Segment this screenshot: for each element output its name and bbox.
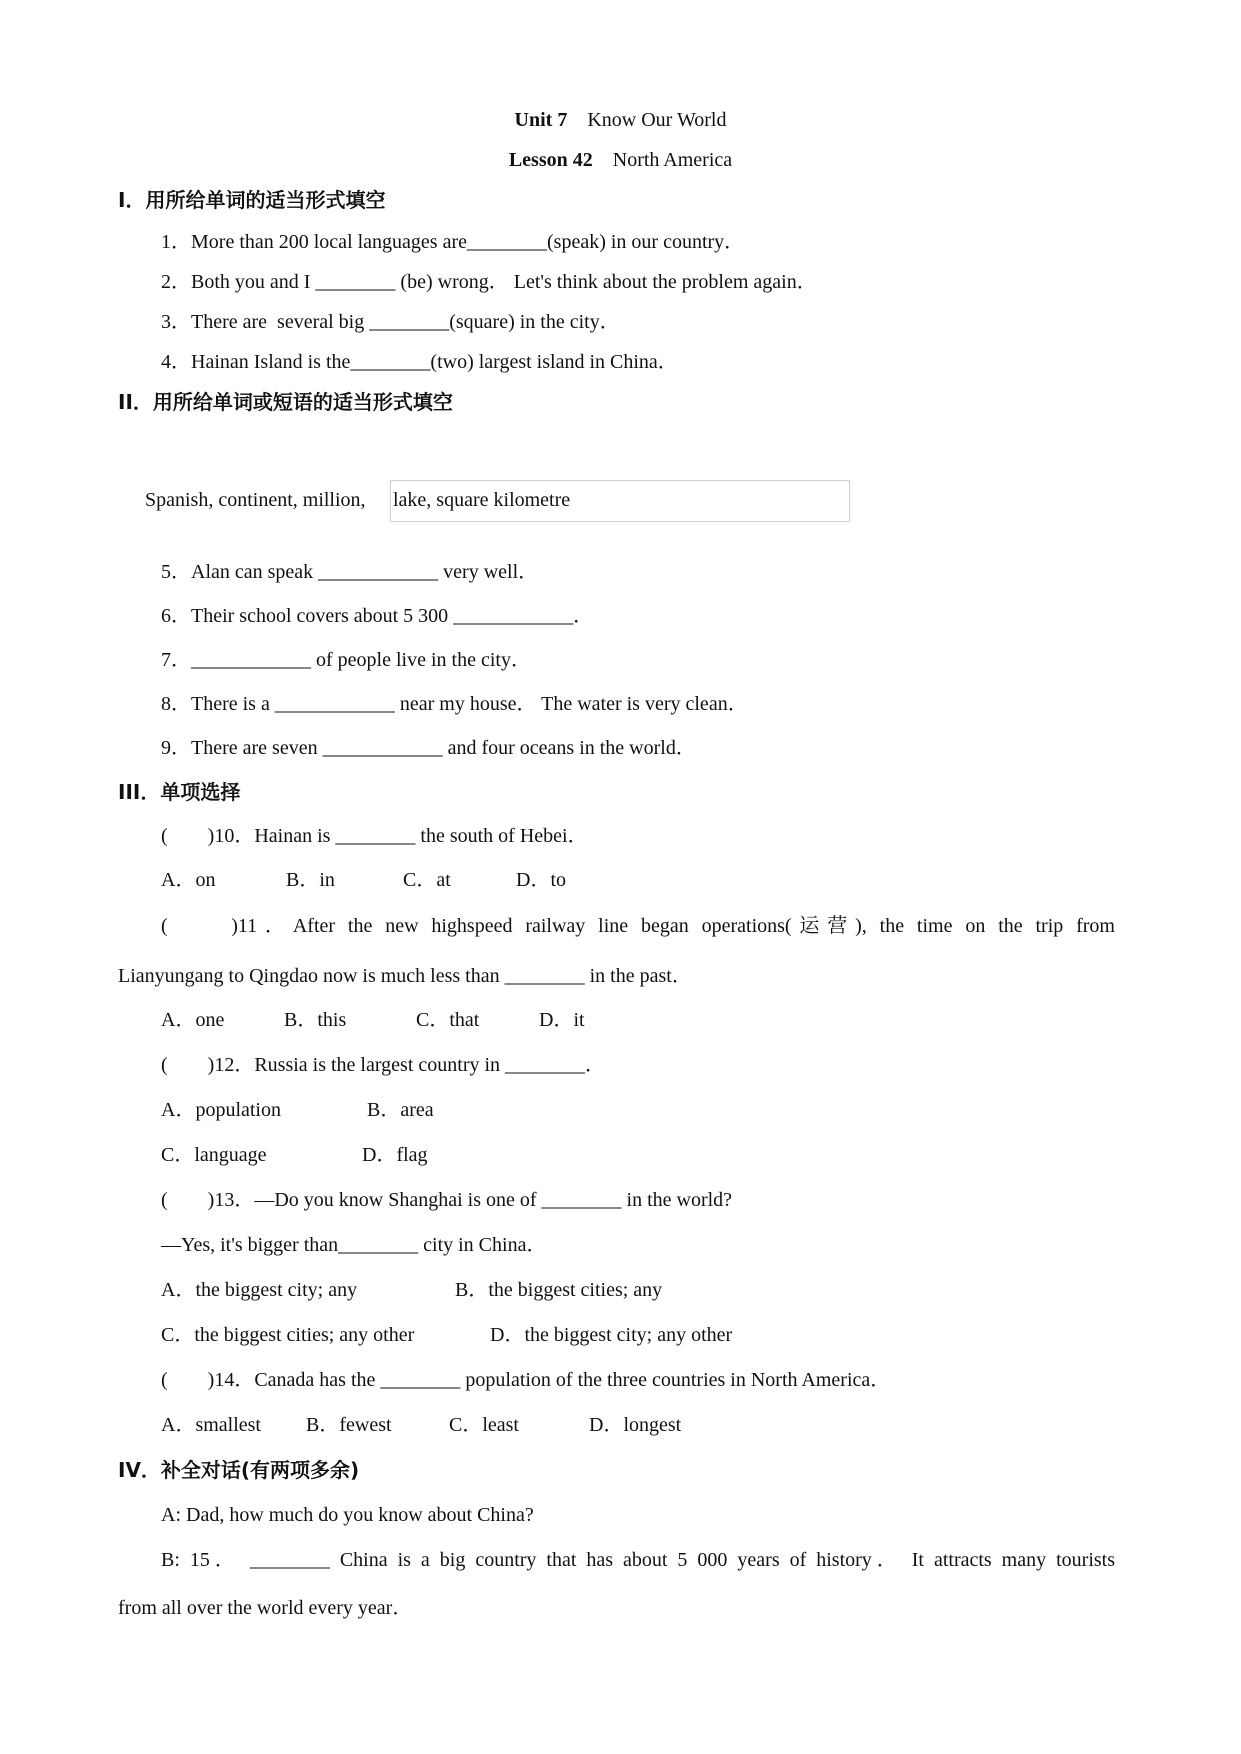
question-11-option-b: B．this bbox=[284, 1009, 347, 1031]
question-10-option-c: C．at bbox=[403, 869, 451, 891]
word-box-left-text: Spanish, continent, million, bbox=[145, 489, 366, 511]
question-7: 7．____________ of people live in the city． bbox=[161, 649, 531, 671]
dialogue-line-b1: B: 15． ________ China is a big country that has about 5 000 years of history． It attracts many tourists bbox=[161, 1549, 1115, 1571]
section-2-title: II．用所给单词或短语的适当形式填空 bbox=[118, 390, 453, 414]
question-12-option-c: C．language bbox=[161, 1144, 267, 1166]
unit-label: Unit 7 bbox=[514, 109, 568, 131]
section-4-title: IV．补全对话(有两项多余) bbox=[118, 1458, 360, 1482]
question-14-option-b: B．fewest bbox=[306, 1414, 392, 1436]
question-12-option-b: B．area bbox=[367, 1099, 434, 1121]
question-13-option-a: A．the biggest city; any bbox=[161, 1279, 358, 1301]
question-13-option-c: C．the biggest cities; any other bbox=[161, 1324, 415, 1346]
question-5: 5．Alan can speak ____________ very well． bbox=[161, 561, 539, 583]
question-11-option-a: A．one bbox=[161, 1009, 225, 1031]
question-6: 6．Their school covers about 5 300 ____________． bbox=[161, 605, 594, 627]
dialogue-line-a: A: Dad, how much do you know about China? bbox=[161, 1504, 534, 1526]
section-1-title: I．用所给单词的适当形式填空 bbox=[118, 188, 386, 212]
lesson-heading bbox=[0, 146, 1241, 174]
unit-heading bbox=[0, 106, 1241, 134]
question-11-stem-line2: Lianyungang to Qingdao now is much less than ________ in the past． bbox=[118, 965, 692, 987]
question-8: 8．There is a ____________ near my house． The water is very clean． bbox=[161, 693, 748, 715]
question-11-option-c: C．that bbox=[416, 1009, 480, 1031]
question-2: 2．Both you and I ________ (be) wrong． Let's think about the problem again． bbox=[161, 271, 817, 293]
question-14-option-d: D．longest bbox=[589, 1414, 682, 1436]
question-11-option-d: D．it bbox=[539, 1009, 585, 1031]
question-12-option-a: A．population bbox=[161, 1099, 281, 1121]
question-1: 1．More than 200 local languages are________(speak) in our country． bbox=[161, 231, 745, 253]
question-13-option-b: B．the biggest cities; any bbox=[455, 1279, 663, 1301]
lesson-label: Lesson 42 bbox=[508, 149, 593, 171]
word-box-right-text: lake, square kilometre bbox=[393, 489, 571, 511]
section-3-title: III．单项选择 bbox=[118, 780, 241, 804]
unit-title: Know Our World bbox=[587, 109, 727, 131]
question-10-stem: ( )10．Hainan is ________ the south of Hebei． bbox=[161, 825, 588, 847]
question-4: 4．Hainan Island is the________(two) largest island in China． bbox=[161, 351, 678, 373]
question-14-option-a: A．smallest bbox=[161, 1414, 261, 1436]
question-13-option-d: D．the biggest city; any other bbox=[490, 1324, 733, 1346]
question-14-option-c: C．least bbox=[449, 1414, 519, 1436]
question-12-option-d: D．flag bbox=[362, 1144, 428, 1166]
lesson-title: North America bbox=[612, 149, 733, 171]
question-10-option-d: D．to bbox=[516, 869, 566, 891]
question-11-stem-line1: ( )11．After the new highspeed railway line began operations(运营), the time on the trip from bbox=[161, 915, 1115, 937]
question-14-stem: ( )14．Canada has the ________ population of the three countries in North America． bbox=[161, 1369, 891, 1391]
dialogue-line-b2: from all over the world every year． bbox=[118, 1597, 413, 1619]
question-12-stem: ( )12．Russia is the largest country in ________． bbox=[161, 1054, 606, 1076]
question-9: 9．There are seven ____________ and four oceans in the world． bbox=[161, 737, 696, 759]
question-13-stem-line2: —Yes, it's bigger than________ city in China． bbox=[161, 1234, 547, 1256]
question-3: 3．There are several big ________(square) in the city． bbox=[161, 311, 620, 333]
question-10-option-b: B．in bbox=[286, 869, 335, 891]
question-13-stem-line1: ( )13．—Do you know Shanghai is one of ________ in the world? bbox=[161, 1189, 733, 1211]
question-10-option-a: A．on bbox=[161, 869, 216, 891]
